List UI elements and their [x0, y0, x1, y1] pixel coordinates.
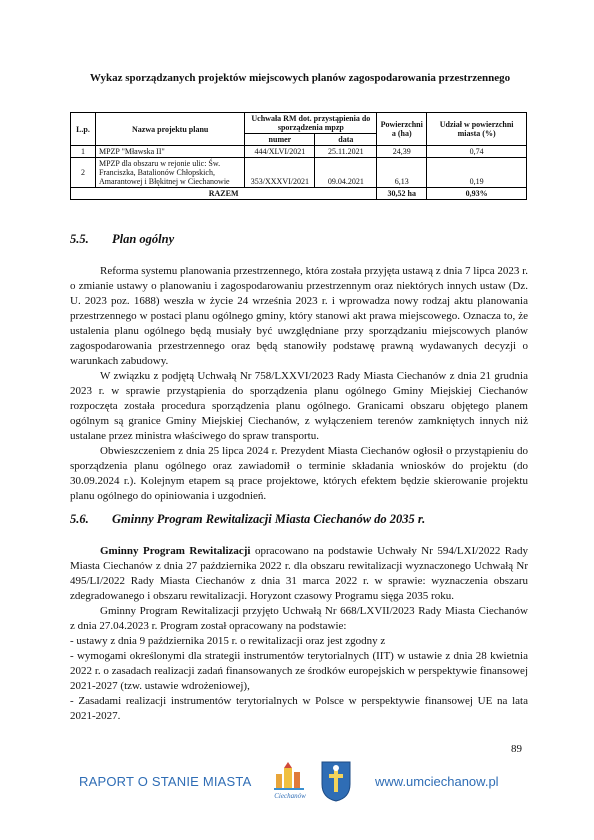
- cell-share: 0,19: [427, 158, 527, 188]
- total-label: RAZEM: [71, 188, 377, 200]
- cell-date: 25.11.2021: [315, 146, 377, 158]
- header-date: data: [315, 134, 377, 146]
- paragraph: Gminny Program Rewitalizacji przyjęto Uchwałą Nr 668/LXVII/2023 Rady Miasta Ciechanów z dnia 27.04.2023 r. Program został opracowany na podstawie:: [70, 605, 528, 632]
- cell-number: 353/XXXVI/2021: [245, 158, 315, 188]
- total-share: 0,93%: [427, 188, 527, 200]
- table-row: [71, 146, 527, 158]
- table-row: [71, 158, 527, 188]
- footer-website[interactable]: www.umciechanow.pl: [375, 774, 499, 789]
- city-crest-icon: [320, 760, 352, 802]
- header-name: Nazwa projektu planu: [95, 113, 244, 146]
- section-heading-plan-ogolny: [70, 232, 174, 247]
- section-plan-ogolny-body: [70, 264, 528, 504]
- paragraph: Obwieszczeniem z dnia 25 lipca 2024 r. Prezydent Miasta Ciechanów ogłosił o przystąpieniu do sporządzenia planu ogólnego oraz zawiadomił o terminie składania wniosków do projektu (do 30.09.2024 r.). Kolejnym etapem są prace projektowe, których efektem będzie skierowanie projektu planu ogólnego do opiniowania i uzgodnień.: [70, 445, 528, 502]
- section-title: Plan ogólny: [112, 232, 175, 246]
- cell-number: 444/XLVI/2021: [245, 146, 315, 158]
- section-number: 5.5.: [70, 232, 89, 246]
- section-number: 5.6.: [70, 512, 89, 526]
- list-item: - wymogami określonymi dla strategii instrumentów terytorialnych (IIT) w ustawie z dnia 28 kwietnia 2022 r. o zasadach realizacji zadań finansowanych ze środków europejskich w perspektywie finansowej 2021-2027 (tzw. ustawie wdrożeniowej),: [70, 650, 528, 692]
- paragraph-text: opracowano na podstawie Uchwały Nr 594/LXI/2022 Rady Miasta Ciechanów z dnia 27 października 2022 r. dla obszaru rewitalizacji wyznaczonego Uchwałą Nr 495/LI/2022 Rady Miasta Ciechanów z dnia 31 marca 2022 r. w sprawie: wyznaczenia obszaru zdegradowanego i obszaru rewitalizacji. Horyzont czasowy Programu sięga 2035 roku.: [70, 545, 529, 602]
- town-logo-icon: [268, 760, 312, 804]
- section-rewitalizacja-body: [70, 544, 528, 724]
- paragraph: W związku z podjętą Uchwałą Nr 758/LXXVI/2023 Rady Miasta Ciechanów z dnia 21 grudnia 2023 r. w sprawie przystąpienia do sporządzenia planu ogólnego Gminy Miejskiej Ciechanów rozpoczęta została procedura sporządzenia planu ogólnego. Granicami obszaru objętego planem ogólnym są granice Gminy Miejskiej Ciechanów, z wyłączeniem terenów zamkniętych innych niż ustalane przez ministra właściwego do spraw transportu.: [70, 370, 528, 442]
- page-number: 89: [511, 743, 522, 755]
- cell-lp: 2: [71, 158, 96, 188]
- cell-share: 0,74: [427, 146, 527, 158]
- page-footer: [0, 760, 594, 820]
- town-logo-text: Ciechanów: [274, 792, 306, 800]
- cell-name: MPZP dla obszaru w rejonie ulic: Św. Franciszka, Batalionów Chłopskich, Amarantowej i Błękitnej w Ciechanowie: [95, 158, 244, 188]
- header-resolution: Uchwała RM dot. przystąpienia do sporządzenia mpzp: [245, 113, 377, 134]
- header-area: Powierzchni a (ha): [377, 113, 427, 146]
- cell-area: 24,39: [377, 146, 427, 158]
- header-share: Udział w powierzchni miasta (%): [427, 113, 527, 146]
- section-title: Gminny Program Rewitalizacji Miasta Ciechanów do 2035 r.: [112, 512, 426, 526]
- program-name: Gminny Program Rewitalizacji: [100, 545, 251, 557]
- cell-date: 09.04.2021: [315, 158, 377, 188]
- header-number: numer: [245, 134, 315, 146]
- list-item: - ustawy z dnia 9 października 2015 r. o rewitalizacji oraz jest zgodny z: [70, 635, 386, 647]
- cell-name: MPZP "Mławska II": [95, 146, 244, 158]
- cell-lp: 1: [71, 146, 96, 158]
- table-title: Wykaz sporządzanych projektów miejscowych planów zagospodarowania przestrzennego: [89, 72, 511, 84]
- footer-report-title: RAPORT O STANIE MIASTA: [79, 774, 252, 789]
- section-heading-rewitalizacja: [70, 512, 425, 527]
- list-item: - Zasadami realizacji instrumentów terytorialnych w Polsce w perspektywie finansowej UE na lata 2021-2027.: [70, 695, 528, 722]
- total-area: 30,52 ha: [377, 188, 427, 200]
- paragraph: Reforma systemu planowania przestrzennego, która została przyjęta ustawą z dnia 7 lipca 2023 r. o zmianie ustawy o planowaniu i zagospodarowaniu przestrzennym oraz niektórych innych ustaw (Dz. U. 2023 poz. 1688) weszła w życie 24 września 2023 r. i wprowadza nowy rodzaj aktu planowania przestrzennego w postaci planu ogólnego gminy, który stanowi akt prawa miejscowego. Oznacza to, że ustalenia planu ogólnego będą musiały być uwzględniane przy sporządzaniu miejscowych planów zagospodarowania przestrzennego oraz będą stanowiły podstawę prawną wydawanych decyzji o warunkach zabudowy.: [70, 265, 528, 367]
- plans-table: [70, 112, 527, 200]
- cell-area: 6,13: [377, 158, 427, 188]
- table-total-row: [71, 188, 527, 200]
- paragraph: [70, 544, 528, 604]
- header-lp: L.p.: [71, 113, 96, 146]
